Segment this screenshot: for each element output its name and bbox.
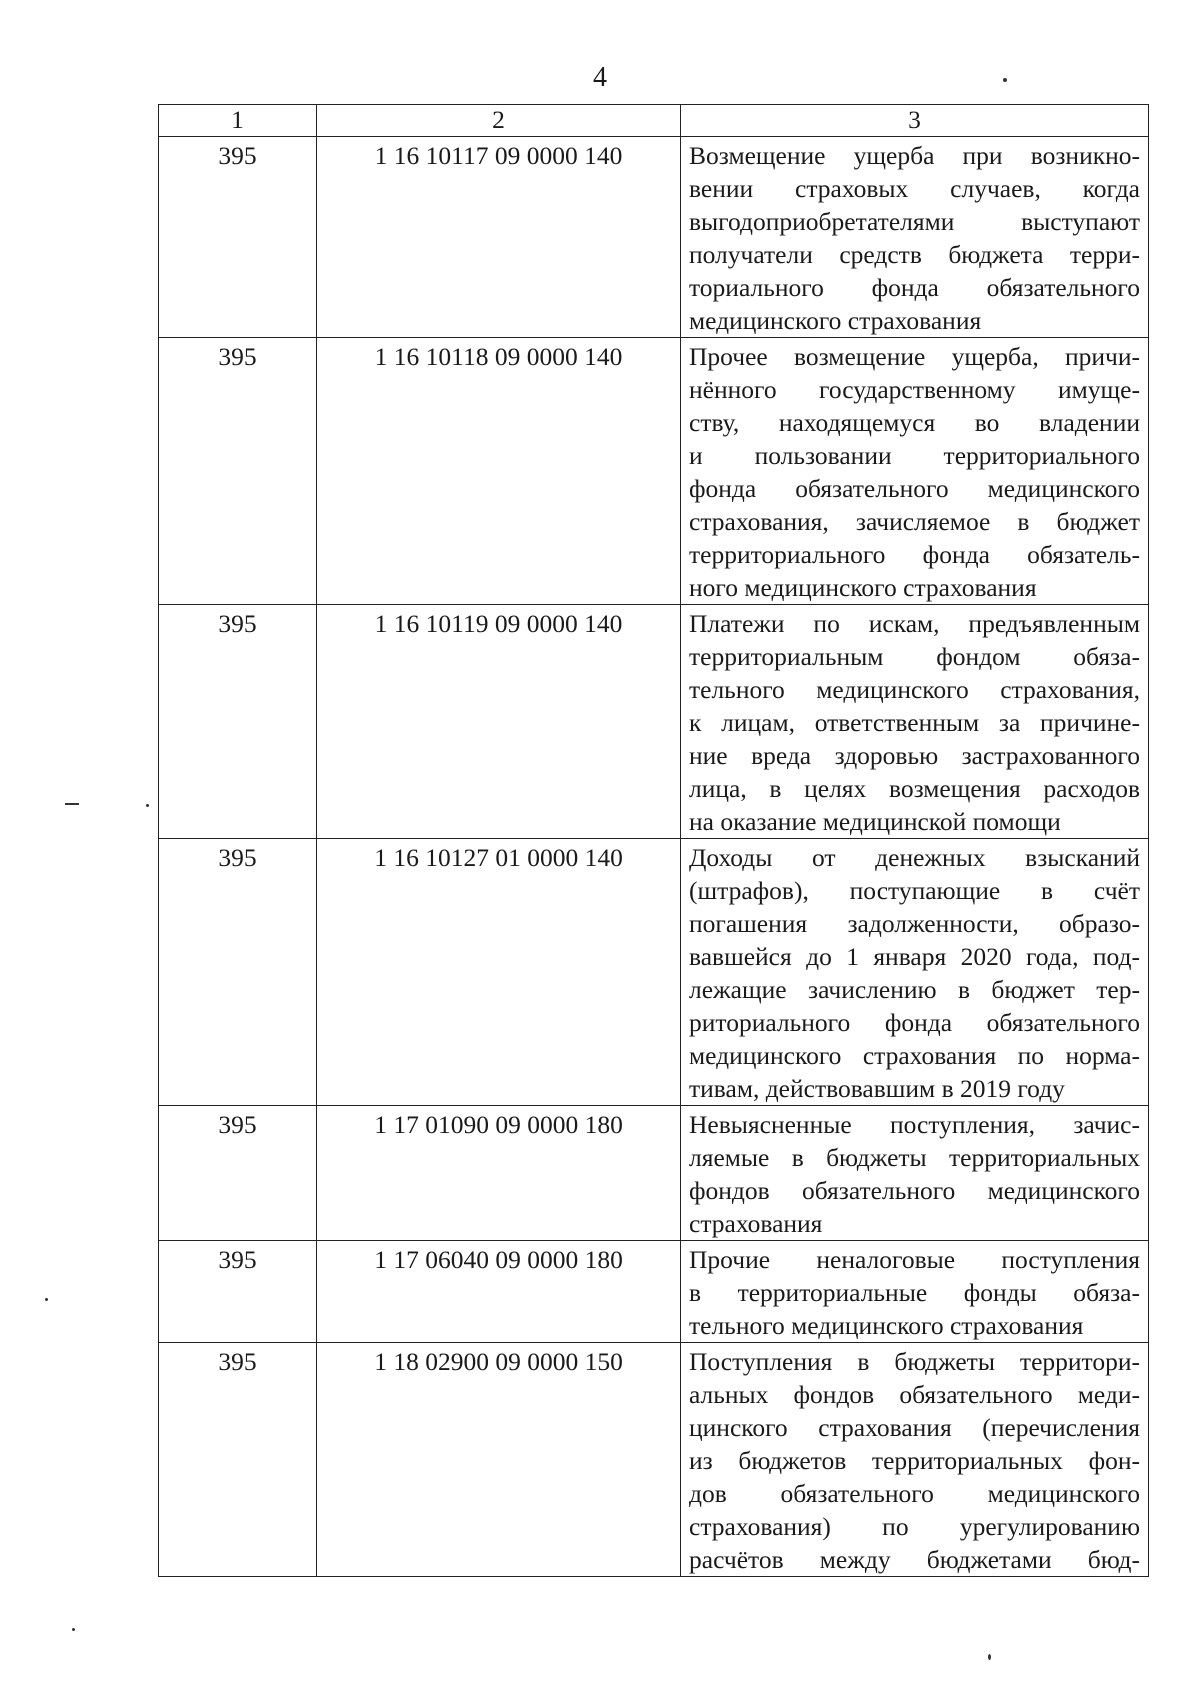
description-line: Прочие неналоговые поступления <box>689 1245 1140 1274</box>
scan-speck <box>65 803 79 805</box>
table-row <box>159 839 1149 1106</box>
scan-speck <box>146 804 149 807</box>
description-line: вении страховых случаев, когда <box>689 174 1140 203</box>
description-line: ториального фонда обязательного <box>689 273 1140 302</box>
scan-speck <box>45 1298 48 1301</box>
description-line: медицинского страхования <box>689 306 982 335</box>
admin-code-cell: 395 <box>159 338 317 605</box>
description-line: погашения задолженности, образо- <box>689 909 1140 938</box>
table-row <box>159 1241 1149 1343</box>
table-row <box>159 137 1149 338</box>
description-line: страхования <box>689 1209 823 1238</box>
description-line: ного медицинского страхования <box>689 573 1037 602</box>
budget-classification-code-cell: 1 17 01090 09 0000 180 <box>317 1106 681 1241</box>
description-line: медицинского страхования по норма- <box>689 1041 1140 1070</box>
header-cell-1: 1 <box>159 105 317 137</box>
description-line: страхования) по урегулированию <box>689 1512 1140 1541</box>
budget-classification-code-cell: 1 16 10127 01 0000 140 <box>317 839 681 1106</box>
header-cell-3: 3 <box>681 105 1149 137</box>
description-line: страхования, зачисляемое в бюджет <box>689 507 1140 536</box>
page-number: 4 <box>593 62 607 93</box>
admin-code-cell: 395 <box>159 1343 317 1577</box>
description-line: тивам, действовавшим в 2019 году <box>689 1074 1065 1103</box>
revenue-description-cell <box>681 137 1149 338</box>
scan-speck <box>988 1654 991 1660</box>
admin-code-cell: 395 <box>159 839 317 1106</box>
table-row <box>159 1343 1149 1577</box>
description-line: на оказание медицинской помощи <box>689 807 1061 836</box>
description-line: вавшейся до 1 января 2020 года, под- <box>689 942 1140 971</box>
description-line: из бюджетов территориальных фон- <box>689 1446 1140 1475</box>
admin-code-cell: 395 <box>159 605 317 839</box>
budget-classification-code-cell: 1 16 10119 09 0000 140 <box>317 605 681 839</box>
description-line: альных фондов обязательного меди- <box>689 1380 1140 1409</box>
scan-speck <box>1003 78 1007 82</box>
budget-classification-code-cell: 1 17 06040 09 0000 180 <box>317 1241 681 1343</box>
description-line: нённого государственному имуще- <box>689 375 1140 404</box>
description-line: в территориальные фонды обяза- <box>689 1278 1140 1307</box>
description-line: тельного медицинского страхования <box>689 1311 1084 1340</box>
description-line: лежащие зачислению в бюджет тер- <box>689 975 1140 1004</box>
description-line: ние вреда здоровью застрахованного <box>689 741 1140 770</box>
scan-speck <box>72 1628 75 1631</box>
description-line: Прочее возмещение ущерба, причи- <box>689 342 1140 371</box>
revenue-description-cell <box>681 1343 1149 1577</box>
description-line: расчётов между бюджетами бюд- <box>689 1545 1140 1574</box>
revenue-description-cell <box>681 839 1149 1106</box>
description-line: лица, в целях возмещения расходов <box>689 774 1140 803</box>
description-line: дов обязательного медицинского <box>689 1479 1140 1508</box>
description-line: выгодоприобретателями выступают <box>689 207 1140 236</box>
description-line: Невыясненные поступления, зачис- <box>689 1110 1140 1139</box>
revenue-description-cell <box>681 605 1149 839</box>
description-line: Платежи по искам, предъявленным <box>689 609 1140 638</box>
description-line: цинского страхования (перечисления <box>689 1413 1140 1442</box>
description-line: к лицам, ответственным за причине- <box>689 708 1140 737</box>
revenue-description-cell <box>681 1241 1149 1343</box>
admin-code-cell: 395 <box>159 137 317 338</box>
description-line: Возмещение ущерба при возникно- <box>689 141 1140 170</box>
description-line: ству, находящемуся во владении <box>689 408 1140 437</box>
budget-codes-table <box>158 104 1149 1577</box>
table-header-row <box>159 105 1149 137</box>
revenue-description-cell <box>681 338 1149 605</box>
description-line: тельного медицинского страхования, <box>689 675 1140 704</box>
budget-classification-code-cell: 1 16 10118 09 0000 140 <box>317 338 681 605</box>
description-line: Доходы от денежных взысканий <box>689 843 1140 872</box>
description-line: фондов обязательного медицинского <box>689 1176 1140 1205</box>
revenue-description-cell <box>681 1106 1149 1241</box>
description-line: получатели средств бюджета терри- <box>689 240 1140 269</box>
table-row <box>159 1106 1149 1241</box>
budget-classification-code-cell: 1 18 02900 09 0000 150 <box>317 1343 681 1577</box>
description-line: фонда обязательного медицинского <box>689 474 1140 503</box>
header-cell-2: 2 <box>317 105 681 137</box>
admin-code-cell: 395 <box>159 1241 317 1343</box>
description-line: Поступления в бюджеты территори- <box>689 1347 1140 1376</box>
description-line: ляемые в бюджеты территориальных <box>689 1143 1140 1172</box>
description-line: и пользовании территориального <box>689 441 1140 470</box>
description-line: (штрафов), поступающие в счёт <box>689 876 1140 905</box>
admin-code-cell: 395 <box>159 1106 317 1241</box>
description-line: риториального фонда обязательного <box>689 1008 1140 1037</box>
table-row <box>159 338 1149 605</box>
description-line: территориальным фондом обяза- <box>689 642 1140 671</box>
table-row <box>159 605 1149 839</box>
budget-classification-code-cell: 1 16 10117 09 0000 140 <box>317 137 681 338</box>
description-line: территориального фонда обязатель- <box>689 540 1140 569</box>
